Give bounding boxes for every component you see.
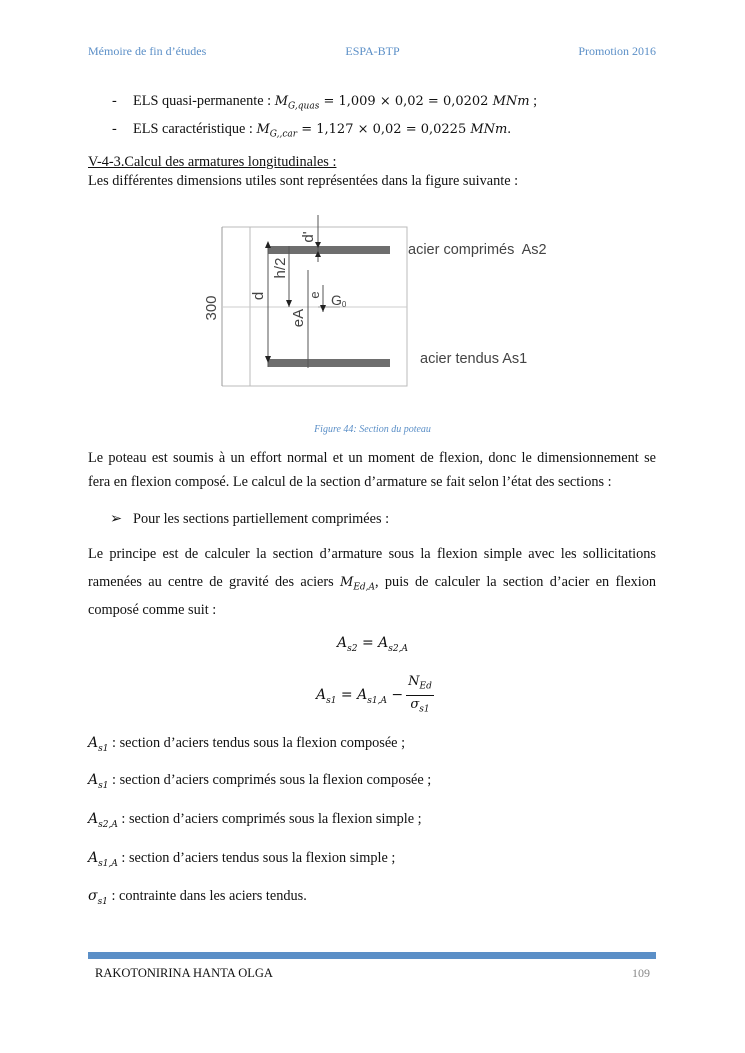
moment-line: ELS quasi-permanente : $M_{G,quas} = 1,009 \times 0,02 = 0,0202$ MNm ; — [133, 93, 538, 112]
footer-author: RAKOTONIRINA HANTA OLGA — [95, 966, 273, 980]
label-eA: eA — [290, 308, 307, 328]
label-300: 300 — [203, 295, 220, 321]
arrow-bullet-icon: ➢ — [110, 511, 122, 527]
moment-unit: MNm — [492, 94, 530, 109]
definition-item: $A_{s2,A}$ : section d’aciers comprimés sous la flexion simple ; — [88, 811, 422, 830]
moment-unit: MNm — [470, 122, 508, 137]
moment-expression: = 1,127 × 0,02 = 0,0225 — [297, 122, 471, 137]
moment-expression: = 1,009 × 0,02 = 0,0202 — [319, 94, 493, 109]
label-e: e — [307, 291, 322, 299]
moment-line: ELS caractéristique : $M_{G,,car} = 1,127 \times 0,02 = 0,0225$ MNm. — [133, 121, 511, 140]
bullet-dash: - — [112, 93, 117, 109]
label-dprime: d' — [300, 231, 317, 243]
paragraph-2-line-1: Le principe est de calculer la section d’armature sous la flexion simple avec les sollicitations — [88, 546, 656, 562]
header-right: Promotion 2016 — [578, 44, 656, 58]
label-d: d — [250, 291, 267, 301]
definition-item: $A_{s1}$ : section d’aciers tendus sous la flexion composée ; — [88, 735, 406, 754]
equation-1: $A_{s2} = A_{s2,A}$ — [337, 635, 408, 654]
definition-item: $\sigma_{s1}$ : contrainte dans les aciers tendus. — [88, 888, 307, 907]
rebar-compressed — [268, 246, 390, 254]
paragraph-1-line-1: Le poteau est soumis à un effort normal et un moment de flexion, donc le dimensionnement se — [88, 450, 656, 466]
paragraph-1-line-2: fera en flexion composé. Le calcul de la section d’armature se fait selon l’état des sections : — [88, 474, 612, 490]
header-center: ESPA-BTP — [345, 44, 400, 58]
header-left: Mémoire de fin d’études — [88, 44, 207, 58]
equation-2-fraction: $N_{Ed}$ $\sigma_{s1}$ — [408, 673, 432, 715]
moment-symbol: $M_{G,,car}$ — [256, 122, 298, 140]
rebar-tension — [268, 359, 390, 367]
equation-2: $A_{s1} = A_{s1,A}$ − $N_{Ed}$ $\sigma_{s1}$ — [316, 676, 434, 716]
column-section-figure — [0, 0, 745, 440]
label-tension-steel: acier tendus As1 — [420, 351, 528, 367]
paragraph-2-line-2: ramenées au centre de gravité des aciers $M_{Ed,A}$, puis de calculer la section d’acier en flexion — [88, 574, 656, 593]
definition-item: $A_{s1,A}$ : section d’aciers tendus sous la flexion simple ; — [88, 850, 396, 869]
page-number: 109 — [632, 966, 650, 980]
arrow-item-text: Pour les sections partiellement comprimées : — [133, 511, 390, 527]
moment-symbol: $M_{G,quas}$ — [274, 94, 320, 112]
bullet-dash: - — [112, 121, 117, 137]
paragraph-2-line-3: composé comme suit : — [88, 602, 217, 618]
footer-rule — [88, 952, 656, 959]
label-g: G0 — [331, 292, 347, 309]
section-intro: Les différentes dimensions utiles sont représentées dans la figure suivante : — [88, 173, 519, 189]
label-h2: h/2 — [272, 257, 289, 279]
section-heading: V-4-3.Calcul des armatures longitudinales : — [88, 154, 337, 170]
label-compressed-steel: acier comprimés As2 — [408, 242, 547, 258]
med-symbol: $M_{Ed,A}$ — [340, 575, 376, 593]
figure-caption: Figure 44: Section du poteau — [314, 424, 431, 435]
definition-item: $A_{s1}$ : section d’aciers comprimés sous la flexion composée ; — [88, 772, 432, 791]
